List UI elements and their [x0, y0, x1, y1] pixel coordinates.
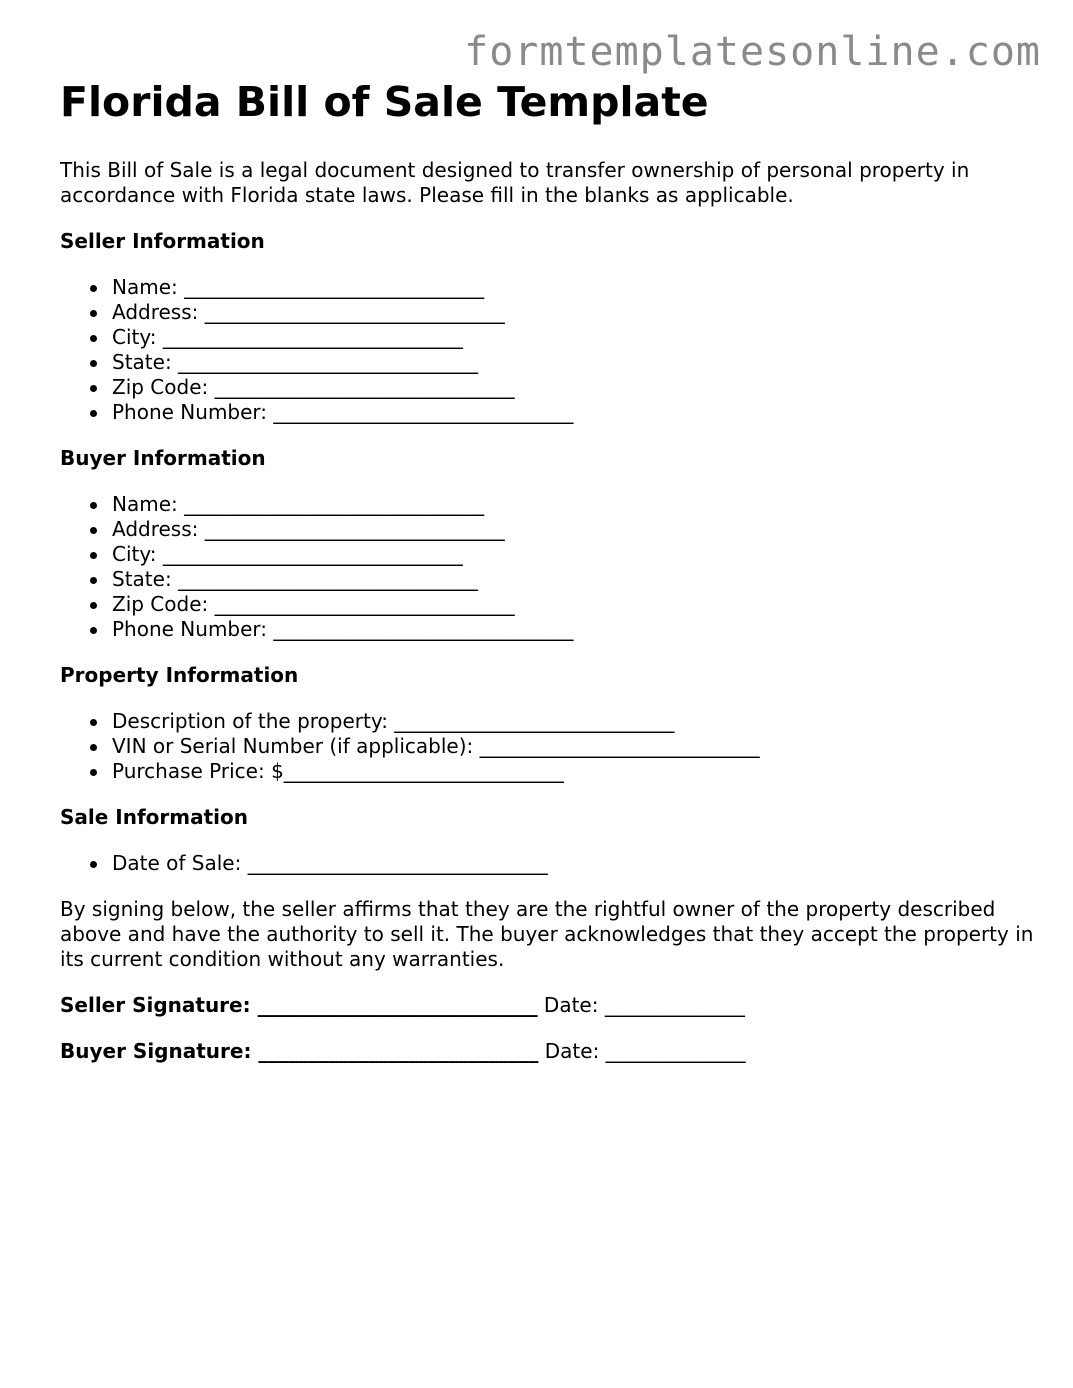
affirmation-paragraph: By signing below, the seller affirms that they are the rightful owner of the property described above and have the authority to sell it. The buyer acknowledges that they accept the property in its current condition without any warranties. — [60, 897, 1034, 971]
property-heading: Property Information — [60, 663, 299, 687]
buyer-state-field: State: ______________________________ — [112, 567, 1040, 592]
seller-zip-field: Zip Code: ______________________________ — [112, 375, 1040, 400]
property-description-field: Description of the property: ____________________________ — [112, 709, 1040, 734]
buyer-phone-field: Phone Number: ______________________________ — [112, 617, 1040, 642]
property-price-field: Purchase Price: $____________________________ — [112, 759, 1040, 784]
buyer-heading: Buyer Information — [60, 446, 266, 470]
seller-signature-date: Date: ______________ — [537, 993, 745, 1017]
document-page — [60, 78, 1040, 1064]
seller-address-field: Address: ______________________________ — [112, 300, 1040, 325]
seller-heading: Seller Information — [60, 229, 265, 253]
buyer-signature-date: Date: ______________ — [538, 1039, 746, 1063]
property-vin-field: VIN or Serial Number (if applicable): ____________________________ — [112, 734, 1040, 759]
buyer-address-field: Address: ______________________________ — [112, 517, 1040, 542]
sale-heading: Sale Information — [60, 805, 248, 829]
buyer-name-field: Name: ______________________________ — [112, 492, 1040, 517]
seller-name-field: Name: ______________________________ — [112, 275, 1040, 300]
sale-field-list — [60, 851, 1040, 876]
watermark: formtemplatesonline.com — [464, 29, 1041, 75]
property-field-list — [60, 709, 1040, 784]
seller-signature-label: Seller Signature: ____________________________ — [60, 993, 538, 1017]
buyer-field-list — [60, 492, 1040, 642]
seller-phone-field: Phone Number: ______________________________ — [112, 400, 1040, 425]
seller-signature-line — [60, 993, 1040, 1018]
buyer-signature-label: Buyer Signature: ____________________________ — [60, 1039, 539, 1063]
seller-city-field: City: ______________________________ — [112, 325, 1040, 350]
buyer-zip-field: Zip Code: ______________________________ — [112, 592, 1040, 617]
intro-paragraph: This Bill of Sale is a legal document designed to transfer ownership of personal property in accordance with Florida state laws. Please fill in the blanks as applicable. — [60, 158, 970, 207]
sale-date-field: Date of Sale: ______________________________ — [112, 851, 1040, 876]
seller-field-list — [60, 275, 1040, 425]
buyer-signature-line — [60, 1039, 1040, 1064]
buyer-city-field: City: ______________________________ — [112, 542, 1040, 567]
page-title: Florida Bill of Sale Template — [60, 78, 709, 126]
seller-state-field: State: ______________________________ — [112, 350, 1040, 375]
